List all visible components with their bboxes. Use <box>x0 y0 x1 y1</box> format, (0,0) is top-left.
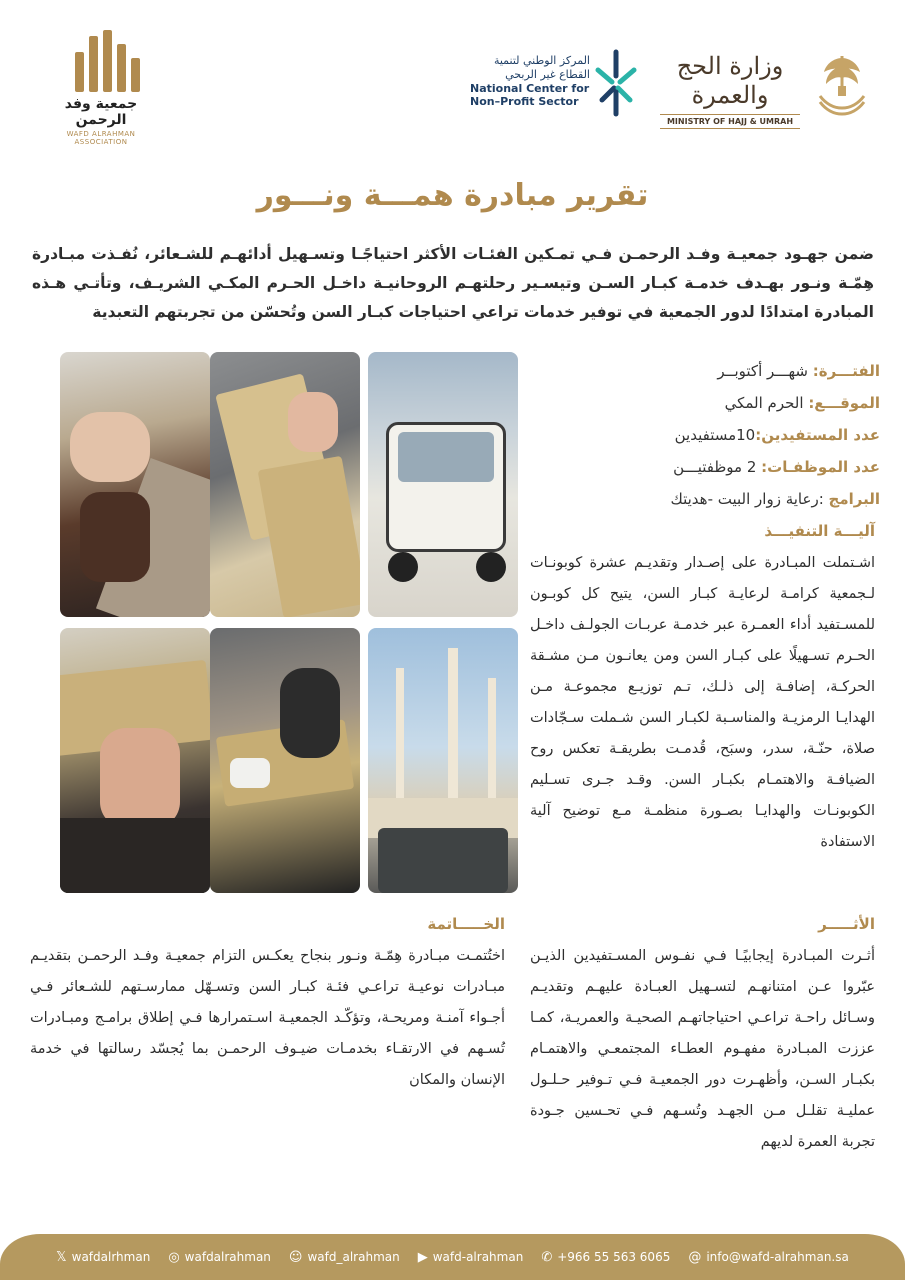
photo-coupon-hand <box>60 628 210 893</box>
ncnp-logo <box>470 48 640 123</box>
report-title: تقرير مبادرة همـــة ونـــور <box>256 178 649 213</box>
x-icon: 𝕏 <box>56 1249 67 1265</box>
info-beneficiaries: عدد المستفيدين:10مستفيدين <box>674 426 880 444</box>
wafd-logo-name-en: WAFD ALRAHMAN ASSOCIATION <box>66 130 136 146</box>
mechanism-body: اشـتملت المبـادرة على إصـدار وتقديـم عشرة كوبونـات لـجمعية كرامـة لرعايـة كبـار السن، يتيح كل كوبـون للمسـتفيد أداء العمـرة عبر خدمـة عربـات الجولـف داخـل الحـرم تسـهيلًا على كبـار السن ومن يعانـون مـن مشـقة الحركـة، إضافـة إلى ذلـك، تـم توزيـع مجموعـة مـن الهدايـا الرمزيـة والمناسـبة لكبـار السن شـملت سـجّادات صلاة، حنّـة، سدر، وسبَح، قُدمـت بطريقـة تعكس روح الضيافـة والاهتمـام بكبـار السن. وقـد جـرى تسـليم الكوبونـات والهدايـا بصـورة منظمـة مـع توضيح آلية الاستفادة <box>530 555 875 850</box>
conclusion-body: اختُتمـت مبـادرة هِمّـة ونـور بنجاح يعكـس التزام جمعيـة وفـد الرحمـن بتقديـم مبـادرات نوعيـة تراعـي فئـة كبـار السن وتسـهّل ممارسـتهم للشـعائر فـي أجـواء آمنـة ومريحـة، وتؤكّـد الجمعيـة اسـتمرارها فـي إطلاق برامـج ومبـادرات تُسـهم في الارتقـاء بخدمـات ضيـوف الرحمـن بما يُجسّد رسالتها في خدمة الإنسان والمكان <box>30 948 505 1088</box>
footer-snapchat[interactable]: ☺ wafd_alrahman <box>288 1249 400 1265</box>
photo-haram-minarets <box>368 628 518 893</box>
mechanism-section <box>530 522 875 858</box>
photo-gift-bag <box>60 352 210 617</box>
photo-coupon-cart <box>210 628 360 893</box>
intro-paragraph: ضمن جهـود جمعيـة وفـد الرحمـن فـي تمـكين الفئـات الأكثر احتياجًـا وتسـهيل أدائهـم للشـعائر، نُفـذت مبـادرة هِمّـة ونـور بهـدف خدمـة كبـار السـن وتيسـير رحلتهـم الروحانيـة داخـل الحـرم المكـي الشريـف، وتأتـي هـذه المبادرة امتدادًا لدور الجمعية في توفير خدمات تراعي احتياجات كبـار السن وتُحسّن من تجربتهم التعبدية <box>32 245 874 321</box>
footer-instagram[interactable]: ◎ wafdalrahman <box>168 1249 271 1265</box>
footer-youtube[interactable]: ▶ wafd-alrahman <box>417 1249 524 1265</box>
instagram-icon: ◎ <box>168 1249 180 1265</box>
photo-gallery <box>60 352 518 894</box>
ncnp-line1-en: National Center for <box>470 81 590 95</box>
moh-name-en: MINISTRY OF HAJJ & UMRAH <box>660 114 800 129</box>
initiative-info <box>540 355 880 515</box>
mechanism-heading: آليـــة التنفيـــذ <box>764 522 875 540</box>
ncnp-line2-ar: القطاع غير الربحي <box>505 67 590 81</box>
info-programs: البرامج :رعاية زوار البيت -هديتك <box>670 490 880 508</box>
photo-golf-cart <box>368 352 518 617</box>
page-header <box>0 0 905 150</box>
effect-heading: الأثـــــر <box>818 915 875 933</box>
moh-name-ar: وزارة الحج والعمرة <box>676 52 784 109</box>
saudi-emblem-icon <box>812 50 872 120</box>
phone-icon: ✆ <box>541 1249 553 1265</box>
ncnp-line2-en: Non–Profit Sector <box>470 95 579 109</box>
effect-section <box>530 915 875 1158</box>
footer-email[interactable]: @ info@wafd-alrahman.sa <box>688 1249 849 1265</box>
youtube-icon: ▶ <box>417 1249 428 1265</box>
photo-coupon-in-hand <box>210 352 360 617</box>
wafd-alrahman-logo <box>40 30 162 146</box>
wafd-logo-mark-icon <box>61 30 141 92</box>
conclusion-heading: الخـــــاتمة <box>427 915 505 933</box>
footer-x[interactable]: 𝕏 wafdalrhman <box>56 1249 151 1265</box>
footer-phone[interactable]: ✆ +966 55 563 6065 <box>541 1249 671 1265</box>
effect-body: أثـرت المبـادرة إيجابيًـا فـي نفـوس المسـتفيدين الذيـن عبّروا عـن امتنانهـم لتسـهيل العبـادة عليهـم وتقديـم وسـائل راحـة تراعـي احتياجاتهـم الصحيـة والعمريـة، كمـا عززت المبـادرة مفهـوم العطـاء المجتمعـي والاهتمـام بكبـار السـن، وأظهـرت دور الجمعيـة فـي تـوفير حـلـول عمليـة تقلـل مـن الجهـد وتُسـهم فـي تحـسين جـودة تجربة العمرة لديهم <box>530 948 875 1150</box>
snapchat-icon: ☺ <box>288 1249 303 1265</box>
info-staff: عدد الموظفـات: 2 موظفتيـــن <box>673 458 880 476</box>
email-icon: @ <box>688 1249 702 1265</box>
conclusion-section <box>30 915 505 1096</box>
ncnp-line1-ar: المركز الوطني لتنمية <box>493 54 590 67</box>
contact-footer <box>0 1234 905 1280</box>
info-location: الموقـــع: الحرم المكي <box>724 394 880 412</box>
ncnp-star-icon <box>592 48 640 118</box>
ministry-hajj-logo <box>660 52 800 126</box>
info-period: الفتـــرة: شهـــر أكتوبــر <box>717 362 880 380</box>
wafd-logo-name-ar: جمعية وفد الرحمن <box>64 96 138 128</box>
